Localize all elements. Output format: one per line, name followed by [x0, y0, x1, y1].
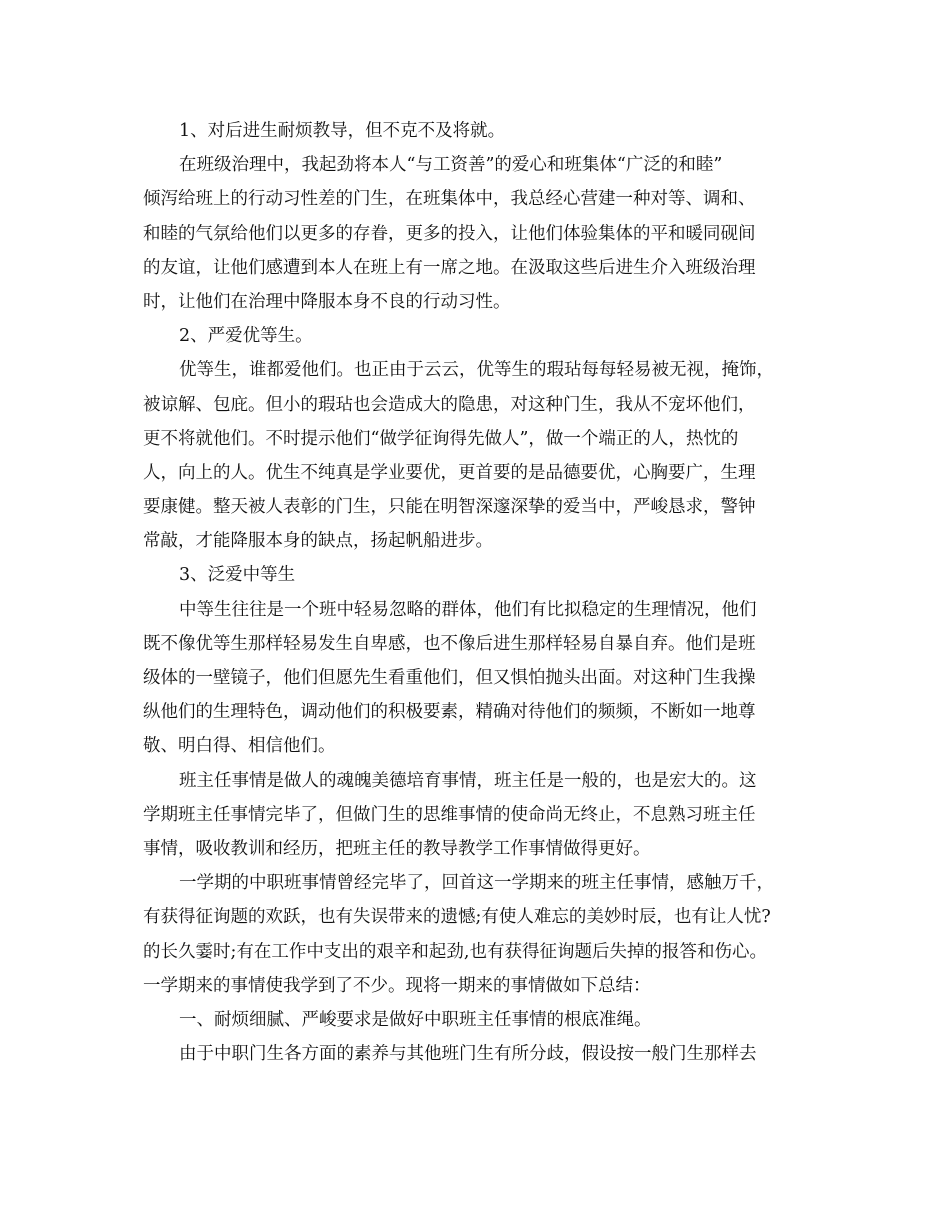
text-line: 时，让他们在治理中降服本身不良的行动习性。 — [143, 291, 511, 312]
text-line: 更不将就他们。不时提示他们“做学征询得先做人”，做一个端正的人，热忱的 — [143, 428, 739, 449]
text-line: 倾泻给班上的行动习性差的门生，在班集体中，我总经心营建一种对等、调和、 — [143, 189, 756, 210]
text-line: 敬、明白得、相信他们。 — [143, 736, 336, 757]
text-line: 的长久霎时;有在工作中支出的艰辛和起劲,也有获得征询题后失掉的报答和伤心。 — [143, 941, 767, 962]
text-line: 常敲，才能降服本身的缺点，扬起帆船进步。 — [143, 531, 493, 552]
paragraph-heading: 1、对后进生耐烦教导，但不克不及将就。 — [179, 121, 506, 141]
text-line: 优等生，谁都爱他们。也正由于云云，优等生的瑕玷每每轻易被无视，掩饰， — [179, 360, 774, 381]
text-line: 和睦的气氛给他们以更多的存眷，更多的投入，让他们体验集体的平和暖同砚间 — [143, 223, 756, 244]
text-line: 有获得征询题的欢跃，也有失误带来的遗憾;有使人难忘的美妙时辰，也有让人忧? — [143, 907, 771, 928]
text-line: 要康健。整天被人表彰的门生，只能在明智深邃深挚的爱当中，严峻恳求，警钟 — [143, 497, 756, 518]
text-line: 被谅解、包庇。但小的瑕玷也会造成大的隐患，对这种门生，我从不宠坏他们， — [143, 394, 756, 415]
text-line: 由于中职门生各方面的素养与其他班门生有所分歧，假设按一般门生那样去 — [179, 1044, 757, 1065]
paragraph-heading: 2、严爱优等生。 — [179, 326, 313, 347]
text-line: 纵他们的生理特色，调动他们的积极要素，精确对待他们的频频，不断如一地尊 — [143, 702, 756, 723]
paragraph-heading: 3、泛爱中等生 — [179, 565, 296, 586]
text-line: 的友谊，让他们感遭到本人在班上有一席之地。在汲取这些后进生介入班级治理 — [143, 257, 756, 278]
text-line: 人，向上的人。优生不纯真是学业要优，更首要的是品德要优，心胸要广，生理 — [143, 462, 756, 483]
text-line: 既不像优等生那样轻易发生自卑感，也不像后进生那样轻易自暴自弃。他们是班 — [143, 633, 756, 654]
text-line: 一学期来的事情使我学到了不少。现将一期来的事情做如下总结： — [143, 975, 651, 996]
document-body — [143, 114, 815, 1071]
text-line: 班主任事情是做人的魂魄美德培育事情，班主任是一般的，也是宏大的。这 — [179, 770, 757, 791]
text-line: 学期班主任事情完毕了，但做门生的思维事情的使命尚无终止，不息熟习班主任 — [143, 804, 756, 825]
paragraph-heading: 一、耐烦细腻、严峻要求是做好中职班主任事情的根底准绳。 — [179, 1009, 652, 1030]
text-line: 事情，吸收教训和经历，把班主任的教导教学工作事情做得更好。 — [143, 838, 651, 859]
text-line: 在班级治理中，我起劲将本人“与工资善”的爱心和班集体“广泛的和睦” — [179, 155, 723, 176]
text-line: 中等生往往是一个班中轻易忽略的群体，他们有比拟稳定的生理情况，他们 — [179, 599, 757, 620]
text-line: 一学期的中职班事情曾经完毕了，回首这一学期来的班主任事情，感触万千， — [179, 873, 774, 894]
text-line: 级体的一壁镜子，他们但愿先生看重他们，但又惧怕抛头出面。对这种门生我操 — [143, 668, 756, 688]
